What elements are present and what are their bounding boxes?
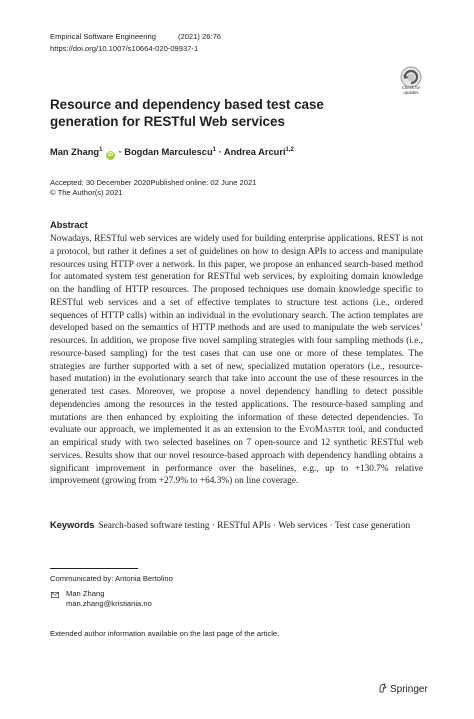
- keywords-label: Keywords: [50, 520, 95, 530]
- contact-email[interactable]: man.zhang@kristiania.no: [66, 599, 152, 608]
- journal-header: [50, 32, 221, 41]
- author-list: Man Zhang$^1$ iD · Bogdan Marculescu$^1$ · Andrea Arcuri$^{1,2}$: [50, 147, 294, 159]
- publisher-logo: [378, 683, 428, 695]
- keywords-text: Search-based software testing · RESTful APIs · Web services · Test case generation: [98, 521, 411, 531]
- orcid-icon[interactable]: iD: [108, 152, 114, 159]
- author-affiliation: 1: [99, 147, 103, 153]
- author-name[interactable]: Andrea Arcuri: [223, 147, 286, 158]
- publisher-name: Springer: [390, 684, 428, 695]
- author-affiliation: 1: [212, 147, 216, 153]
- author-affiliation: 1,2: [285, 147, 294, 153]
- keywords: [50, 519, 423, 533]
- paper-title: Resource and dependency based test case generation for RESTful Web services: [50, 97, 324, 129]
- badge-label-line2: updates: [403, 89, 419, 95]
- check-for-updates-label: [393, 86, 429, 95]
- journal-name: Empirical Software Engineering: [50, 32, 156, 41]
- abstract-text: tool, and conducted an empirical study with two selected baselines on 7 open-source and 12 synthetic RESTful web services. Results show that our novel resource-based approach with dependency handling obtains a significant improvement in performance over the baselines, e.g., up to +130.7% relative improvement (growing from +27.9% to +64.3%) on line coverage.: [50, 425, 423, 487]
- footnote-divider: [50, 568, 138, 569]
- abstract-body: [50, 233, 423, 488]
- journal-volume: (2021) 26:76: [177, 32, 222, 41]
- publication-dates: Accepted: 30 December 2020Published online: 02 June 2021: [50, 178, 257, 187]
- copyright-notice: © The Author(s) 2021: [50, 188, 123, 197]
- envelope-icon: [51, 592, 59, 598]
- abstract-heading: Abstract: [50, 220, 88, 230]
- tool-name: EvoMaster: [299, 425, 346, 436]
- communicated-by: Communicated by: Antonia Bertolino: [50, 574, 173, 583]
- author-name[interactable]: Bogdan Marculescu: [124, 147, 213, 158]
- contact-name: Man Zhang: [66, 589, 105, 598]
- springer-horse-icon: [378, 683, 387, 693]
- doi-link[interactable]: https://doi.org/10.1007/s10664-020-09937-1: [50, 44, 199, 53]
- badge-label-line1: Check for: [402, 85, 420, 90]
- abstract-text: Nowadays, RESTful web services are widely used for building enterprise applications. REST is not a protocol, but rather it defines a set of guidelines on how to design APIs to access and manipulate resources using HTTP over a network. In this paper, we propose an enhanced search-based method for automated system test generation for RESTful web services, by exploiting domain knowledge on the handling of HTTP resources. The proposed techniques use domain knowledge specific to RESTful web services and a set of effective templates to structure test actions (i.e., ordered sequences of HTTP calls) within an individual in the evolutionary search. The action templates are developed based on the semantics of HTTP methods and are used to manipulate the web services’ resources. In addition, we propose five novel sampling strategies with four sampling methods (i.e., resource-based sampling) for the test cases that can use one or more of these templates. The strategies are further supported with a set of new, specialized mutation operators (i.e., resource-based mutation) in the evolutionary search that take into account the use of these resources in the generated test cases. Moreover, we propose a novel dependency handling to detect possible dependencies among the resources in the tested applications. The resource-based sampling and mutations are then enhanced by exploiting the information of these detected dependencies. To evaluate our approach, we implemented it as an extension to the: [50, 234, 423, 436]
- extended-author-info: Extended author information available on the last page of the article.: [50, 629, 280, 638]
- author-name[interactable]: Man Zhang: [50, 147, 100, 158]
